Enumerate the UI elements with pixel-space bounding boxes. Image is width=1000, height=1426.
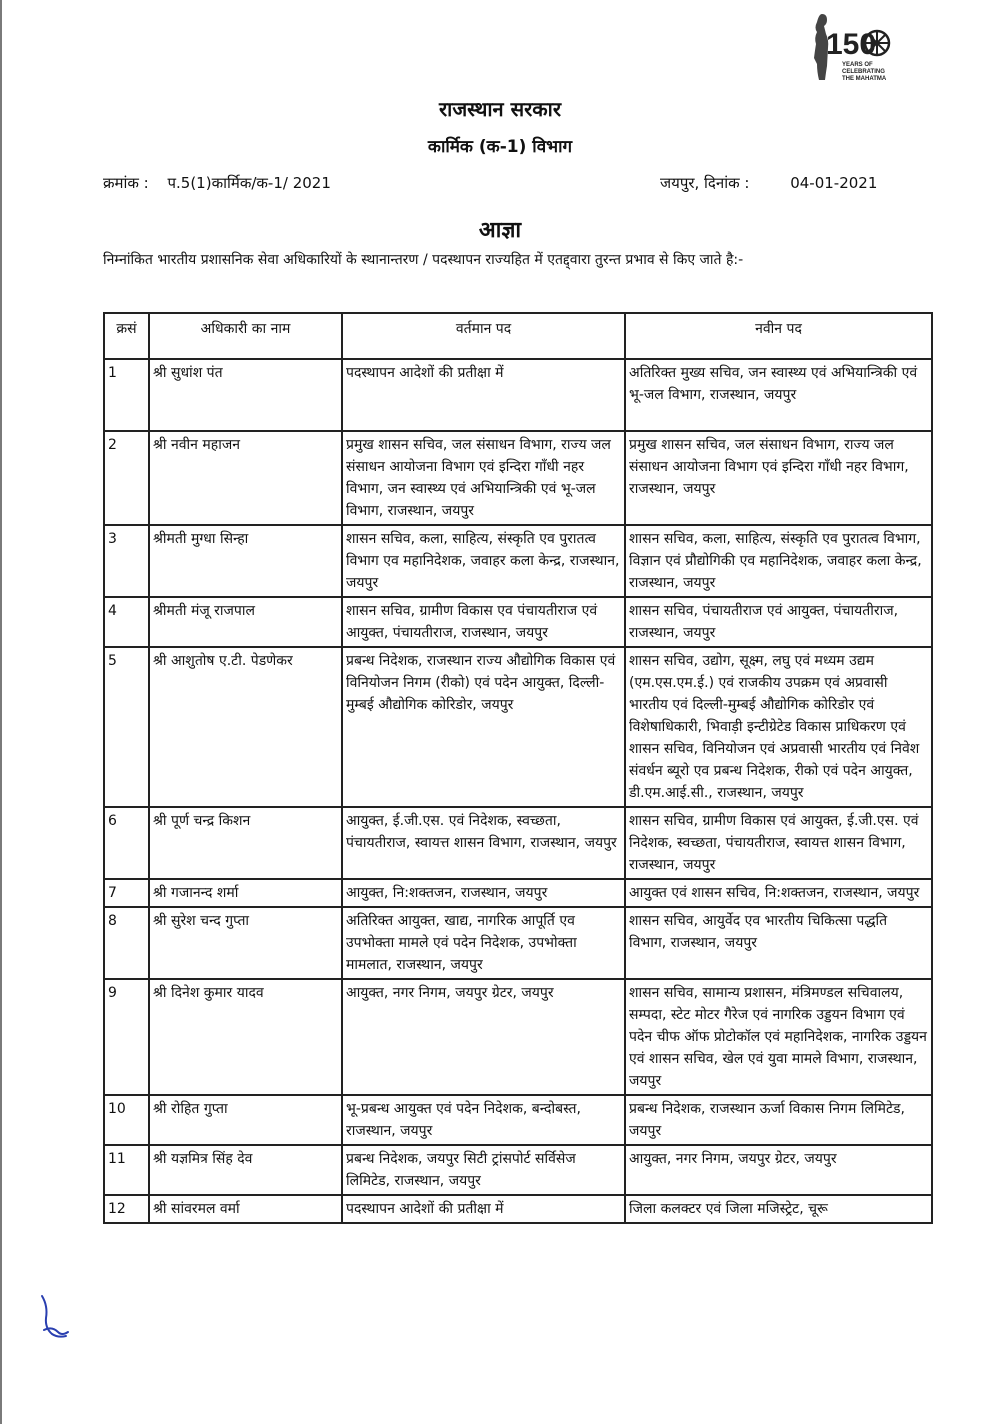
- officer-name-cell: श्री गजानन्द शर्मा: [149, 879, 342, 907]
- officer-name-cell: श्री दिनेश कुमार यादव: [149, 979, 342, 1095]
- new-post-cell: प्रमुख शासन सचिव, जल संसाधन विभाग, राज्य जल संसाधन आयोजना विभाग एवं इन्दिरा गाँधी नहर विभाग, राजस्थान, जयपुर: [625, 431, 932, 525]
- reference-number: [103, 173, 331, 193]
- current-post-cell: आयुक्त, नगर निगम, जयपुर ग्रेटर, जयपुर: [342, 979, 625, 1095]
- logo-line-1: YEARS OF: [842, 62, 873, 68]
- table-row: [104, 979, 932, 1095]
- table-row: [104, 1095, 932, 1145]
- table-header-row: [104, 313, 932, 359]
- table-row: [104, 647, 932, 807]
- serial-cell: 9: [104, 979, 149, 1095]
- new-post-cell: शासन सचिव, सामान्य प्रशासन, मंत्रिमण्डल सचिवालय, सम्पदा, स्टेट मोटर गैरेज एवं नागरिक उड्डयन विभाग एवं पदेन चीफ ऑफ प्रोटोकॉल एवं महानिदेशक, नागरिक उड्डयन एवं शासन सचिव, खेल एवं युवा मामले विभाग, राजस्थान, जयपुर: [625, 979, 932, 1095]
- table-row: [104, 807, 932, 879]
- officer-name-cell: श्री रोहित गुप्ता: [149, 1095, 342, 1145]
- officer-name-cell: श्री सुरेश चन्द गुप्ता: [149, 907, 342, 979]
- officer-name-cell: श्री आशुतोष ए.टी. पेडणेकर: [149, 647, 342, 807]
- current-post-cell: भू-प्रबन्ध आयुक्त एवं पदेन निदेशक, बन्दोबस्त, राजस्थान, जयपुर: [342, 1095, 625, 1145]
- officer-name-cell: श्री सुधांश पंत: [149, 359, 342, 431]
- order-title: आज्ञा: [478, 218, 522, 243]
- current-post-cell: शासन सचिव, ग्रामीण विकास एव पंचायतीराज एवं आयुक्त, पंचायतीराज, राजस्थान, जयपुर: [342, 597, 625, 647]
- serial-cell: 12: [104, 1195, 149, 1223]
- current-post-cell: पदस्थापन आदेशों की प्रतीक्षा में: [342, 1195, 625, 1223]
- new-post-cell: शासन सचिव, कला, साहित्य, संस्कृति एव पुरातत्व विभाग, विज्ञान एवं प्रौद्योगिकी एव महानिदेशक, जवाहर कला केन्द्र, राजस्थान, जयपुर: [625, 525, 932, 597]
- current-post-cell: आयुक्त, नि:शक्तजन, राजस्थान, जयपुर: [342, 879, 625, 907]
- table-row: [104, 1195, 932, 1223]
- serial-cell: 6: [104, 807, 149, 879]
- current-post-cell: पदस्थापन आदेशों की प्रतीक्षा में: [342, 359, 625, 431]
- officer-name-cell: श्रीमती मंजू राजपाल: [149, 597, 342, 647]
- order-date: [660, 173, 877, 193]
- column-header-officer-name: अधिकारी का नाम: [149, 313, 342, 359]
- new-post-cell: अतिरिक्त मुख्य सचिव, जन स्वास्थ्य एवं अभियान्त्रिकी एवं भू-जल विभाग, राजस्थान, जयपुर: [625, 359, 932, 431]
- serial-cell: 2: [104, 431, 149, 525]
- current-post-cell: प्रबन्ध निदेशक, जयपुर सिटी ट्रांसपोर्ट सर्विसेज लिमिटेड, राजस्थान, जयपुर: [342, 1145, 625, 1195]
- current-post-cell: अतिरिक्त आयुक्त, खाद्य, नागरिक आपूर्ति एव उपभोक्ता मामले एवं पदेन निदेशक, उपभोक्ता मामलात, राजस्थान, जयपुर: [342, 907, 625, 979]
- new-post-cell: शासन सचिव, पंचायतीराज एवं आयुक्त, पंचायतीराज, राजस्थान, जयपुर: [625, 597, 932, 647]
- table-row: [104, 525, 932, 597]
- logo-number: 150: [826, 28, 877, 61]
- serial-cell: 8: [104, 907, 149, 979]
- table-row: [104, 431, 932, 525]
- officer-name-cell: श्री पूर्ण चन्द्र किशन: [149, 807, 342, 879]
- government-title: राजस्थान सरकार: [438, 97, 562, 121]
- table-row: [104, 597, 932, 647]
- gandhi-150-years-logo: [804, 10, 900, 86]
- new-post-cell: आयुक्त एवं शासन सचिव, नि:शक्तजन, राजस्थान, जयपुर: [625, 879, 932, 907]
- new-post-cell: शासन सचिव, ग्रामीण विकास एवं आयुक्त, ई.जी.एस. एवं निदेशक, स्वच्छता, पंचायतीराज, स्वायत्त शासन विभाग, राजस्थान, जयपुर: [625, 807, 932, 879]
- table-row: [104, 359, 932, 431]
- current-post-cell: शासन सचिव, कला, साहित्य, संस्कृति एव पुरातत्व विभाग एव महानिदेशक, जवाहर कला केन्द्र, राजस्थान, जयपुर: [342, 525, 625, 597]
- table-row: [104, 879, 932, 907]
- new-post-cell: जिला कलक्टर एवं जिला मजिस्ट्रेट, चूरू: [625, 1195, 932, 1223]
- current-post-cell: प्रमुख शासन सचिव, जल संसाधन विभाग, राज्य जल संसाधन आयोजना विभाग एवं इन्दिरा गाँधी नहर विभाग, जन स्वास्थ्य एवं अभियान्त्रिकी एवं भू-जल विभाग, राजस्थान, जयपुर: [342, 431, 625, 525]
- handwritten-initials: [34, 1290, 74, 1350]
- date-label: जयपुर, दिनांक :: [660, 174, 750, 192]
- serial-cell: 1: [104, 359, 149, 431]
- serial-cell: 3: [104, 525, 149, 597]
- department-title: कार्मिक (क-1) विभाग: [427, 137, 573, 157]
- current-post-cell: प्रबन्ध निदेशक, राजस्थान राज्य औद्योगिक विकास एवं विनियोजन निगम (रीको) एवं पदेन आयुक्त, दिल्ली-मुम्बई औद्योगिक कोरिडोर, जयपुर: [342, 647, 625, 807]
- transfer-table: [103, 312, 933, 1224]
- officer-name-cell: श्री सांवरमल वर्मा: [149, 1195, 342, 1223]
- order-intro: निम्नांकित भारतीय प्रशासनिक सेवा अधिकारियों के स्थानान्तरण / पदस्थापन राज्यहित में एतद्द्वारा तुरन्त प्रभाव से किए जाते है:-: [103, 252, 744, 268]
- officer-name-cell: श्री नवीन महाजन: [149, 431, 342, 525]
- serial-cell: 10: [104, 1095, 149, 1145]
- column-header-serial: क्रसं: [104, 313, 149, 359]
- officer-name-cell: श्रीमती मुग्धा सिन्हा: [149, 525, 342, 597]
- signature-mark: [34, 1290, 74, 1350]
- column-header-new-post: नवीन पद: [625, 313, 932, 359]
- reference-label: क्रमांक :: [103, 174, 149, 192]
- date-value: 04-01-2021: [790, 174, 878, 192]
- logo-line-2: CELEBRATING: [842, 69, 885, 75]
- current-post-cell: आयुक्त, ई.जी.एस. एवं निदेशक, स्वच्छता, पंचायतीराज, स्वायत्त शासन विभाग, राजस्थान, जयपुर: [342, 807, 625, 879]
- new-post-cell: शासन सचिव, आयुर्वेद एव भारतीय चिकित्सा पद्धति विभाग, राजस्थान, जयपुर: [625, 907, 932, 979]
- table-row: [104, 1145, 932, 1195]
- serial-cell: 11: [104, 1145, 149, 1195]
- table-row: [104, 907, 932, 979]
- officer-name-cell: श्री यज्ञमित्र सिंह देव: [149, 1145, 342, 1195]
- reference-value: प.5(1)कार्मिक/क-1/ 2021: [167, 174, 331, 192]
- new-post-cell: शासन सचिव, उद्योग, सूक्ष्म, लघु एवं मध्यम उद्यम (एम.एस.एम.ई.) एवं राजकीय उपक्रम एवं अप्रवासी भारतीय एवं दिल्ली-मुम्बई औद्योगिक कोरिडोर एवं विशेषाधिकारी, भिवाड़ी इन्टीग्रेटेड विकास प्राधिकरण एवं शासन सचिव, विनियोजन एवं अप्रवासी भारतीय एवं निवेश संवर्धन ब्यूरो एव प्रबन्ध निदेशक, रीको एवं पदेन आयुक्त, डी.एम.आई.सी., राजस्थान, जयपुर: [625, 647, 932, 807]
- new-post-cell: आयुक्त, नगर निगम, जयपुर ग्रेटर, जयपुर: [625, 1145, 932, 1195]
- logo-line-3: THE MAHATMA: [842, 76, 887, 82]
- serial-cell: 7: [104, 879, 149, 907]
- gandhi-150-years-logo-icon: [804, 10, 900, 86]
- serial-cell: 4: [104, 597, 149, 647]
- column-header-current-post: वर्तमान पद: [342, 313, 625, 359]
- serial-cell: 5: [104, 647, 149, 807]
- new-post-cell: प्रबन्ध निदेशक, राजस्थान ऊर्जा विकास निगम लिमिटेड, जयपुर: [625, 1095, 932, 1145]
